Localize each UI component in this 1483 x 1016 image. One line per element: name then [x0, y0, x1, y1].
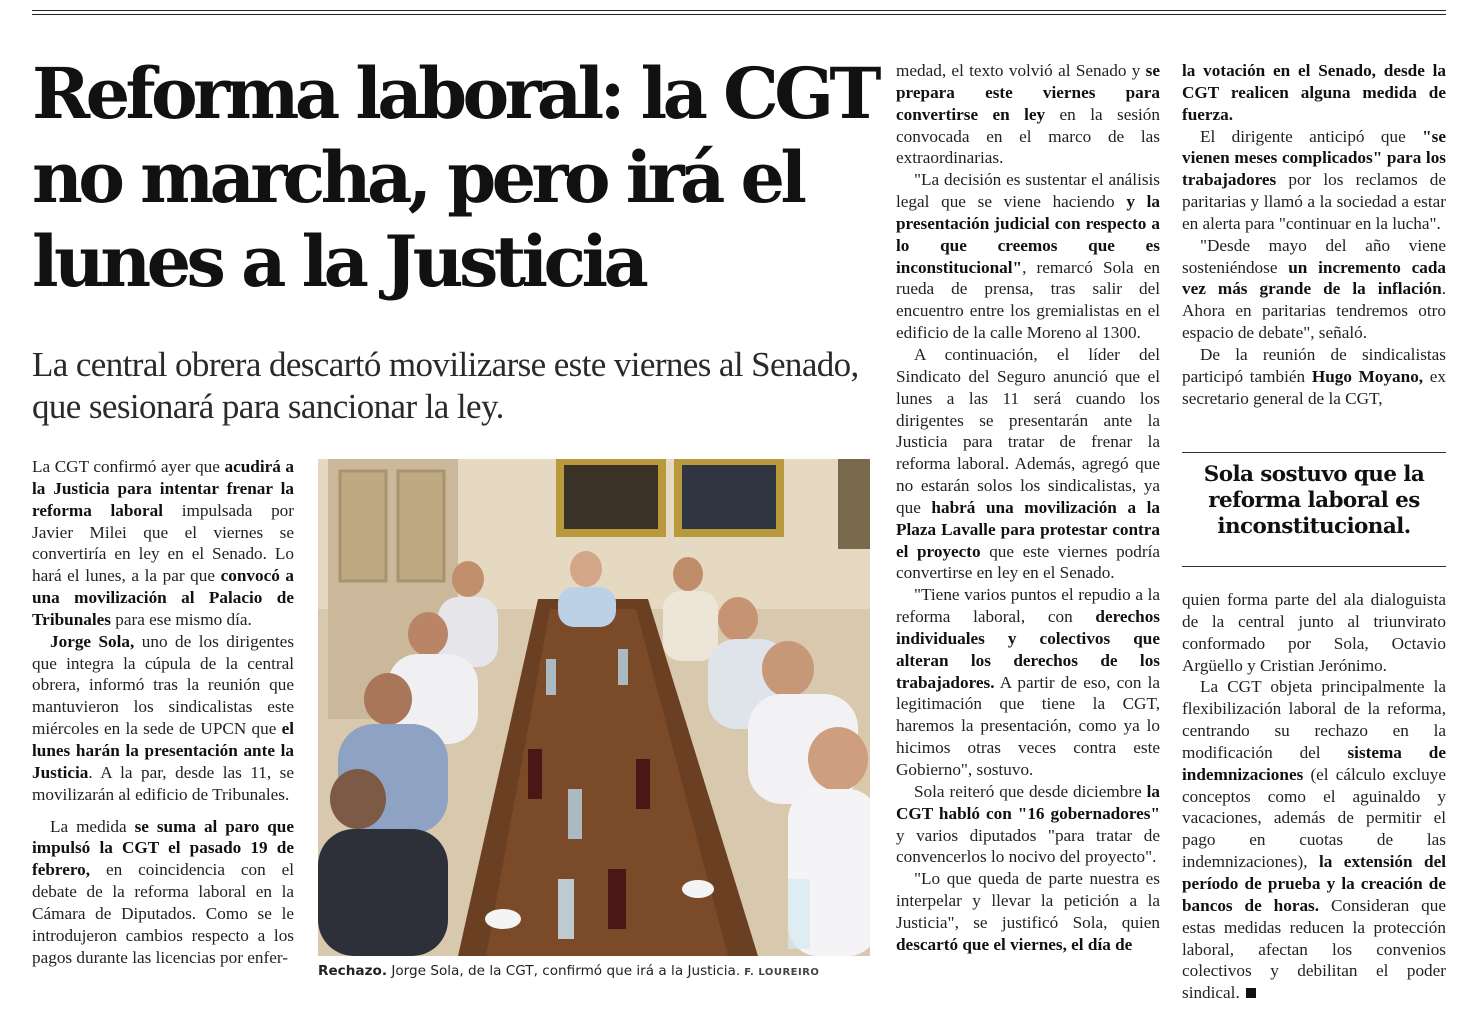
paragraph: "La decisión es sustentar el análisis legal que se viene haciendo y la presentación judicial con respecto a lo que creemos que es inconstitucional", remarcó Sola en rueda de prensa, tras salir del encuentro entre los gremialistas en el edificio de la calle Moreno al 1300.	[896, 170, 1160, 343]
paragraph: la votación en el Senado, desde la CGT realicen alguna medida de fuerza.	[1182, 61, 1446, 124]
meeting-photo-illustration	[318, 459, 870, 956]
photo-credit: F. LOUREIRO	[744, 967, 820, 978]
body-column-1	[32, 456, 294, 968]
paragraph: "Lo que queda de parte nuestra es interpelar y llevar la petición a la Justicia", se justificó Sola, quien descartó que el viernes, el día de	[896, 869, 1160, 954]
paragraph: "Desde mayo del año viene sosteniéndose un incremento cada vez más grande de la inflación. Ahora en paritarias tendremos otro espacio de debate", señaló.	[1182, 235, 1446, 343]
paragraph: La CGT confirmó ayer que acudirá a la Justicia para intentar frenar la reforma laboral impulsada por Javier Milei que el viernes se convertiría en ley en el Senado. Lo hará el lunes, a la par que convocó a una movilización al Palacio de Tribunales para ese mismo día.	[32, 457, 294, 629]
paragraph: A continuación, el líder del Sindicato del Seguro anunció que el lunes a las 11 será cuando los dirigentes se presentarán ante la Justicia para tratar de frenar la reforma laboral. Además, agregó que no estarán solos los sindicalistas, ya que habrá una movilización a la Plaza Lavalle para protestar contra el proyecto que este viernes podría convertirse en ley en el Senado.	[896, 344, 1161, 583]
article-subhead: La central obrera descartó movilizarse este viernes al Senado, que sesionará para sancionar la ley.	[32, 345, 859, 426]
top-rule	[32, 10, 1446, 11]
paragraph: De la reunión de sindicalistas participó también Hugo Moyano, ex secretario general de la CGT,	[1182, 344, 1446, 408]
paragraph: Jorge Sola, uno de los dirigentes que integra la cúpula de la central obrera, informó tras la reunión que mantuvieron los sindicalistas este miércoles en la sede de UPCN que el lunes harán la presentación ante la Justicia. A la par, desde las 11, se movilizarán al edificio de Tribunales.	[32, 631, 295, 804]
paragraph: Sola reiteró que desde diciembre la CGT habló con "16 gobernadores" y varios diputados "para tratar de convencerlos lo nocivo del proyecto".	[896, 781, 1160, 867]
body-column-3	[896, 60, 1160, 956]
paragraph: La medida se suma al paro que impulsó la CGT el pasado 19 de febrero, en coincidencia con el debate de la reforma laboral en la Cámara de Diputados. Como se le introdujeron cambios respecto a los pagos durante las licencias por enfer-	[32, 816, 294, 967]
article-headline: Reforma laboral: la CGT no marcha, pero irá el lunes a la Justicia	[32, 52, 877, 303]
pullquote-rule-bottom	[1182, 566, 1446, 567]
paragraph: El dirigente anticipó que "se vienen meses complicados" para los trabajadores por los reclamos de paritarias y llamó a la sociedad a estar en alerta para "continuar en la lucha".	[1182, 126, 1446, 233]
pullquote-rule-top	[1182, 452, 1446, 453]
body-column-4-bottom	[1182, 589, 1446, 1004]
pullquote: Sola sostuvo que la reforma laboral es inconstitucional.	[1203, 462, 1425, 539]
end-of-article-icon	[1246, 988, 1256, 998]
paragraph: quien forma parte del ala dialoguista de la central junto al triunvirato conformado por Sola, Octavio Argüello y Cristian Jerónimo.	[1182, 590, 1446, 675]
paragraph: medad, el texto volvió al Senado y se prepara este viernes para convertirse en ley en la sesión convocada en el marco de las extraordinarias.	[896, 61, 1160, 168]
body-column-4-top	[1182, 60, 1446, 410]
article-photo	[318, 459, 870, 956]
top-rule-thin	[32, 14, 1446, 15]
photo-caption: Rechazo. Jorge Sola, de la CGT, confirmó que irá a la Justicia. F. LOUREIRO	[318, 963, 820, 979]
paragraph: "Tiene varios puntos el repudio a la reforma laboral, con derechos individuales y colectivos que alteran los derechos de los trabajadores. A partir de eso, con la legitimación que tiene la CGT, haremos la presentación, como ya lo hicimos otras veces contra este Gobierno", sostuvo.	[896, 585, 1160, 779]
paragraph: La CGT objeta principalmente la flexibilización laboral de la reforma, centrando su rechazo en la modificación del sistema de indemnizaciones (el cálculo excluye conceptos como el aguinaldo y vacaciones, además de permitir el pago en cuotas de las indemnizaciones), la extensión del período de prueba y la creación de bancos de horas. Consideran que estas medidas reducen la protección laboral, afectan los convenios colectivos y debilitan el poder sindical.	[1182, 677, 1446, 1003]
